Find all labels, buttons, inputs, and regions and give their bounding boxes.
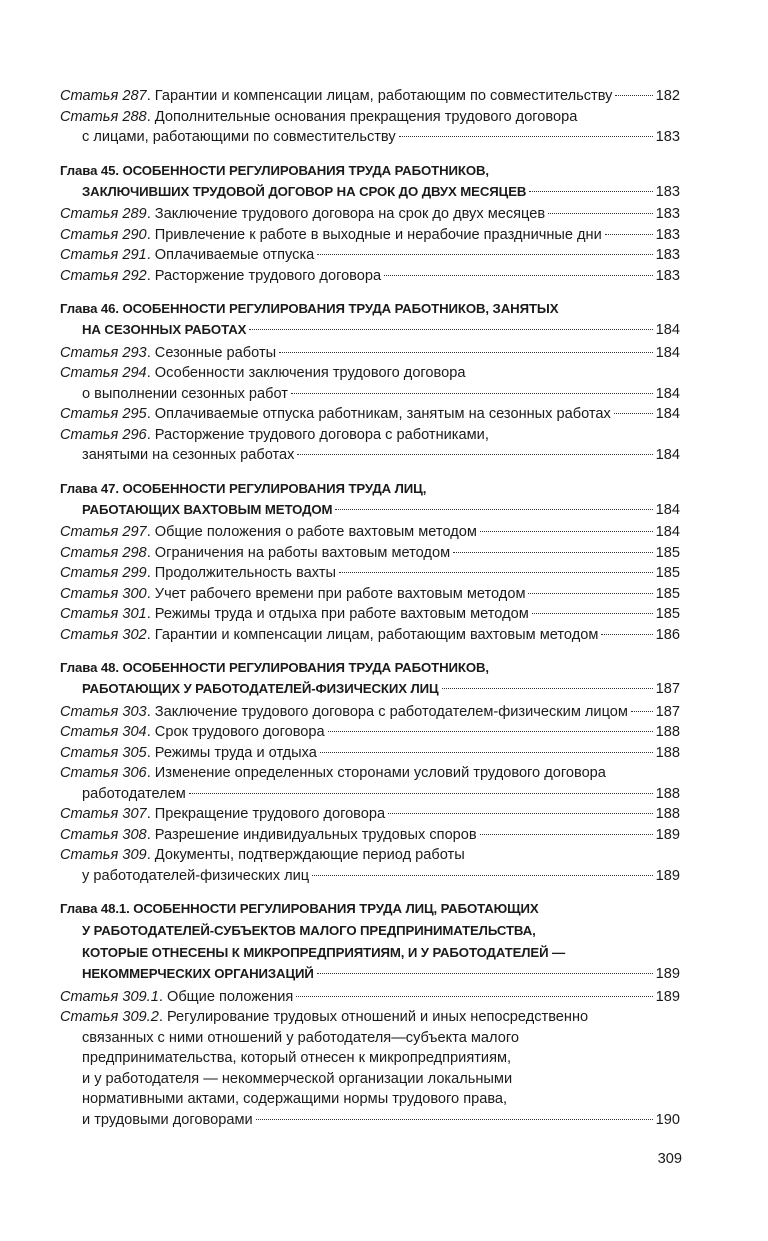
page-ref: 187 (655, 703, 680, 720)
chapter-section (60, 898, 680, 1130)
page-ref: 186 (655, 626, 680, 643)
article-number: Статья 309.1 (60, 988, 159, 1005)
article-title: Документы, подтверждающие период работы (154, 847, 465, 863)
article-title: Расторжение трудового договора (154, 267, 382, 284)
toc-entry-line (60, 522, 680, 543)
dot-leader (615, 95, 652, 96)
toc-entry-line (60, 245, 680, 266)
toc-entry-line (60, 584, 680, 605)
article-number: Статья 290 (60, 226, 147, 243)
article-title: Заключение трудового договора с работодателем-физическим лицом (154, 703, 628, 720)
dot-leader (339, 572, 653, 573)
article-number: Статья 299 (60, 565, 147, 581)
article-title: Гарантии и компенсации лицам, работающим по совместительству (154, 88, 613, 104)
toc-entry-line (60, 1069, 680, 1090)
toc-entry-line (60, 543, 680, 564)
toc-entry-line (60, 563, 680, 584)
toc-entry-line (60, 604, 680, 625)
article-number: Статья 306 (60, 765, 147, 781)
dot-leader (317, 254, 652, 255)
dot-leader (388, 813, 653, 814)
dot-leader (529, 191, 652, 192)
article-title: связанных с ними отношений у работодателя—субъекта малого (82, 1029, 519, 1046)
toc-entry-line (60, 1110, 680, 1131)
dot-leader (256, 1119, 653, 1120)
dot-leader (532, 613, 653, 614)
toc-entry-line (60, 825, 680, 846)
entry-text: Статья 287. Гарантии и компенсации лицам, работающим по совместительству (60, 88, 613, 104)
page-ref: 189 (655, 966, 680, 982)
chapter-title: Глава 47. ОСОБЕННОСТИ РЕГУЛИРОВАНИЯ ТРУДА ЛИЦ, (60, 480, 427, 496)
page-ref: 184 (655, 322, 680, 338)
toc-entry-line (60, 1028, 680, 1049)
page-ref: 188 (655, 806, 680, 822)
chapter-title: Глава 48.1. ОСОБЕННОСТИ РЕГУЛИРОВАНИЯ ТРУДА ЛИЦ, РАБОТАЮЩИХ (60, 901, 539, 916)
page-ref: 185 (655, 544, 680, 561)
chapter-section (60, 160, 680, 287)
article-title: Общие положения о работе вахтовым методом (154, 524, 477, 540)
article-title: Дополнительные основания прекращения трудового договора (154, 108, 578, 125)
chapter-title-line (60, 920, 680, 942)
toc-entry-line (60, 266, 680, 287)
dot-leader (384, 275, 653, 276)
table-of-contents (60, 86, 680, 1130)
entry-text: Статья 290. Привлечение к работе в выходные и нерабочие праздничные дни (60, 226, 602, 243)
article-title: о выполнении сезонных работ (82, 385, 288, 402)
toc-entry-line (60, 964, 680, 985)
chapter-title: Глава 45. ОСОБЕННОСТИ РЕГУЛИРОВАНИЯ ТРУДА РАБОТНИКОВ, (60, 162, 489, 178)
chapter-title: НА СЕЗОННЫХ РАБОТАХ (82, 322, 247, 337)
chapter-title: У РАБОТОДАТЕЛЕЙ-СУБЪЕКТОВ МАЛОГО ПРЕДПРИНИМАТЕЛЬСТВА, (82, 923, 536, 938)
article-number: Статья 308 (60, 826, 147, 843)
entry-text: Статья 309.1. Общие положения (60, 988, 294, 1005)
chapter-title: РАБОТАЮЩИХ ВАХТОВЫМ МЕТОДОМ (82, 501, 333, 517)
toc-entry-line (60, 804, 680, 825)
toc-entry-line (60, 722, 680, 743)
dot-leader (296, 996, 652, 997)
dot-leader (442, 688, 653, 689)
toc-entry-line (60, 404, 680, 425)
entry-text (82, 320, 246, 341)
article-title: и трудовыми договорами (82, 1111, 253, 1128)
chapter-section (60, 478, 680, 646)
article-number: Статья 303 (60, 703, 147, 720)
article-number: Статья 294 (60, 365, 147, 381)
article-title: Расторжение трудового договора с работниками, (154, 426, 489, 443)
article-title: нормативными актами, содержащими нормы трудового права, (82, 1091, 508, 1107)
dot-leader (249, 329, 652, 330)
dot-leader (291, 393, 653, 394)
dot-leader (480, 531, 653, 532)
article-title: Заключение трудового договора на срок до двух месяцев (154, 206, 546, 222)
dot-leader (328, 731, 653, 732)
article-title: у работодателей-физических лиц (82, 867, 310, 884)
page-ref: 183 (655, 206, 680, 222)
article-title: Гарантии и компенсации лицам, работающим вахтовым методом (154, 626, 599, 643)
entry-text (82, 1110, 253, 1131)
entry-text (82, 784, 186, 805)
dot-leader (312, 875, 653, 876)
entry-text: Статья 289. Заключение трудового договора на срок до двух месяцев (60, 206, 546, 222)
entry-text (82, 679, 439, 700)
entry-text: Статья 291. Оплачиваемые отпуска (60, 247, 315, 263)
chapter-section (60, 657, 680, 886)
chapter-title: НЕКОММЕРЧЕСКИХ ОРГАНИЗАЦИЙ (82, 966, 314, 981)
toc-entry-line (60, 702, 680, 723)
toc-entry-line (60, 225, 680, 246)
article-number: Статья 287 (60, 88, 147, 104)
toc-entry-line (60, 743, 680, 764)
article-title: занятыми на сезонных работах (82, 447, 295, 463)
toc-entry-line (60, 500, 680, 521)
entry-text: Статья 307. Прекращение трудового договора (60, 806, 386, 822)
chapter-title-line (60, 478, 680, 500)
page-ref: 188 (655, 744, 680, 761)
page-ref: 185 (655, 606, 680, 622)
article-title: Регулирование трудовых отношений и иных непосредственно (166, 1009, 589, 1025)
article-number: Статья 302 (60, 626, 147, 643)
article-title: Продолжительность вахты (154, 565, 337, 581)
article-title: Привлечение к работе в выходные и нерабочие праздничные дни (154, 226, 602, 243)
page-ref: 188 (655, 785, 680, 802)
toc-entry-line (60, 343, 680, 364)
article-number: Статья 293 (60, 344, 147, 361)
entry-text: Статья 303. Заключение трудового договора с работодателем-физическим лицом (60, 703, 628, 720)
chapter-title: Глава 48. ОСОБЕННОСТИ РЕГУЛИРОВАНИЯ ТРУДА РАБОТНИКОВ, (60, 660, 489, 675)
article-title: Режимы труда и отдыха при работе вахтовым методом (154, 606, 529, 622)
page-ref: 184 (655, 385, 680, 402)
toc-entry-line (60, 86, 680, 107)
toc-entry-line (60, 784, 680, 805)
article-title: Общие положения (166, 988, 294, 1005)
page-ref: 189 (655, 867, 680, 884)
article-number: Статья 292 (60, 267, 147, 284)
article-number: Статья 288 (60, 108, 147, 125)
dot-leader (279, 352, 653, 353)
article-number: Статья 300 (60, 585, 147, 602)
entry-text: Статья 298. Ограничения на работы вахтовым методом (60, 544, 451, 561)
article-number: Статья 309 (60, 847, 147, 863)
entry-text (82, 964, 314, 985)
article-number: Статья 304 (60, 724, 147, 740)
chapter-title: Глава 46. ОСОБЕННОСТИ РЕГУЛИРОВАНИЯ ТРУДА РАБОТНИКОВ, ЗАНЯТЫХ (60, 301, 559, 316)
entry-text (82, 384, 288, 405)
entry-text: Статья 301. Режимы труда и отдыха при работе вахтовым методом (60, 606, 529, 622)
article-title: Оплачиваемые отпуска (154, 247, 315, 263)
chapter-title: КОТОРЫЕ ОТНЕСЕНЫ К МИКРОПРЕДПРИЯТИЯМ, И У РАБОТОДАТЕЛЕЙ — (82, 945, 566, 960)
article-number: Статья 297 (60, 524, 147, 540)
chapter-title: ЗАКЛЮЧИВШИХ ТРУДОВОЙ ДОГОВОР НА СРОК ДО ДВУХ МЕСЯЦЕВ (82, 183, 527, 199)
intro-articles (60, 86, 680, 148)
toc-entry-line (60, 445, 680, 466)
dot-leader (297, 454, 652, 455)
chapter-title-line (60, 657, 680, 679)
entry-text: Статья 308. Разрешение индивидуальных трудовых споров (60, 826, 477, 843)
article-title: Изменение определенных сторонами условий трудового договора (154, 765, 606, 781)
toc-entry-line (60, 1089, 680, 1110)
entry-text (82, 445, 294, 466)
article-number: Статья 301 (60, 606, 147, 622)
chapter-title-line (60, 942, 680, 964)
toc-entry-line: Статья 306. Изменение определенных сторонами условий трудового договора (60, 765, 606, 781)
article-number: Статья 291 (60, 247, 147, 263)
toc-entry-line (60, 320, 680, 341)
entry-text: Статья 293. Сезонные работы (60, 344, 277, 361)
entry-text: Статья 295. Оплачиваемые отпуска работникам, занятым на сезонных работах (60, 406, 611, 422)
article-number: Статья 298 (60, 544, 147, 561)
article-number: Статья 307 (60, 806, 147, 822)
toc-entry-line (60, 182, 680, 203)
dot-leader (631, 711, 653, 712)
article-number: Статья 295 (60, 406, 147, 422)
page-ref: 183 (655, 226, 680, 243)
chapter-title-line (60, 160, 680, 182)
page-ref: 184 (655, 406, 680, 422)
entry-text (82, 500, 332, 521)
toc-entry-line: Статья 294. Особенности заключения трудового договора (60, 365, 466, 381)
entry-text (82, 866, 309, 887)
dot-leader (453, 552, 653, 553)
article-title: Режимы труда и отдыха (154, 744, 317, 761)
entry-text: Статья 305. Режимы труда и отдыха (60, 744, 317, 761)
entry-text: Статья 302. Гарантии и компенсации лицам, работающим вахтовым методом (60, 626, 599, 643)
page-ref: 187 (655, 681, 680, 697)
page-ref: 184 (655, 344, 680, 361)
page-ref: 182 (655, 88, 680, 104)
article-title: работодателем (82, 785, 186, 802)
toc-entry-line (60, 1048, 680, 1069)
entry-text (82, 127, 396, 148)
article-title: Особенности заключения трудового договора (154, 365, 466, 381)
page-ref: 183 (655, 267, 680, 284)
article-title: Учет рабочего времени при работе вахтовым методом (154, 585, 526, 602)
article-title: и у работодателя — некоммерческой организации локальными (82, 1070, 513, 1087)
page-ref: 185 (655, 565, 680, 581)
entry-text: Статья 300. Учет рабочего времени при работе вахтовым методом (60, 585, 526, 602)
chapter-title-line (60, 898, 680, 920)
page-ref: 184 (655, 447, 680, 463)
toc-entry-line: Статья 309.2. Регулирование трудовых отношений и иных непосредственно (60, 1009, 589, 1025)
entry-text (82, 182, 526, 203)
article-title: Разрешение индивидуальных трудовых споров (154, 826, 477, 843)
dot-leader (528, 593, 652, 594)
article-title: с лицами, работающими по совместительству (82, 129, 396, 145)
article-number: Статья 305 (60, 744, 147, 761)
toc-entry-line (60, 625, 680, 646)
entry-text: Статья 304. Срок трудового договора (60, 724, 325, 740)
article-title: Прекращение трудового договора (154, 806, 386, 822)
article-number: Статья 309.2 (60, 1009, 159, 1025)
page-ref: 183 (655, 129, 680, 145)
page-ref: 183 (655, 247, 680, 263)
dot-leader (335, 509, 652, 510)
dot-leader (399, 136, 653, 137)
page-ref: 189 (655, 826, 680, 843)
dot-leader (480, 834, 653, 835)
article-number: Статья 289 (60, 206, 147, 222)
page-ref: 184 (655, 524, 680, 540)
dot-leader (189, 793, 653, 794)
toc-entry-line: Статья 296. Расторжение трудового договора с работниками, (60, 426, 489, 443)
chapter-title: РАБОТАЮЩИХ У РАБОТОДАТЕЛЕЙ-ФИЗИЧЕСКИХ ЛИЦ (82, 681, 439, 696)
toc-entry-line (60, 127, 680, 148)
page-ref: 184 (655, 501, 680, 518)
toc-entry-line (60, 679, 680, 700)
page-ref: 185 (655, 585, 680, 602)
page-number: 309 (657, 1151, 682, 1167)
article-title: Ограничения на работы вахтовым методом (154, 544, 451, 561)
entry-text: Статья 297. Общие положения о работе вахтовым методом (60, 524, 477, 540)
article-title: Срок трудового договора (154, 724, 325, 740)
toc-entry-line (60, 866, 680, 887)
page-ref: 188 (655, 724, 680, 740)
dot-leader (317, 973, 653, 974)
article-title: предпринимательства, который отнесен к микропредприятиям, (82, 1050, 512, 1066)
chapter-section (60, 298, 680, 466)
article-title: Сезонные работы (154, 344, 277, 361)
article-number: Статья 296 (60, 426, 147, 443)
dot-leader (320, 752, 653, 753)
page-ref: 183 (655, 183, 680, 200)
chapter-title-line (60, 298, 680, 320)
dot-leader (601, 634, 652, 635)
dot-leader (548, 213, 653, 214)
entry-text: Статья 299. Продолжительность вахты (60, 565, 337, 581)
page-ref: 189 (655, 988, 680, 1005)
dot-leader (614, 413, 653, 414)
toc-entry-line (60, 204, 680, 225)
page-ref: 190 (655, 1111, 680, 1128)
entry-text: Статья 292. Расторжение трудового договора (60, 267, 382, 284)
toc-entry-line (60, 384, 680, 405)
toc-entry-line (60, 987, 680, 1008)
toc-entry-line: Статья 309. Документы, подтверждающие период работы (60, 847, 465, 863)
toc-entry-line: Статья 288. Дополнительные основания прекращения трудового договора (60, 108, 578, 125)
article-title: Оплачиваемые отпуска работникам, занятым на сезонных работах (154, 406, 611, 422)
dot-leader (605, 234, 653, 235)
